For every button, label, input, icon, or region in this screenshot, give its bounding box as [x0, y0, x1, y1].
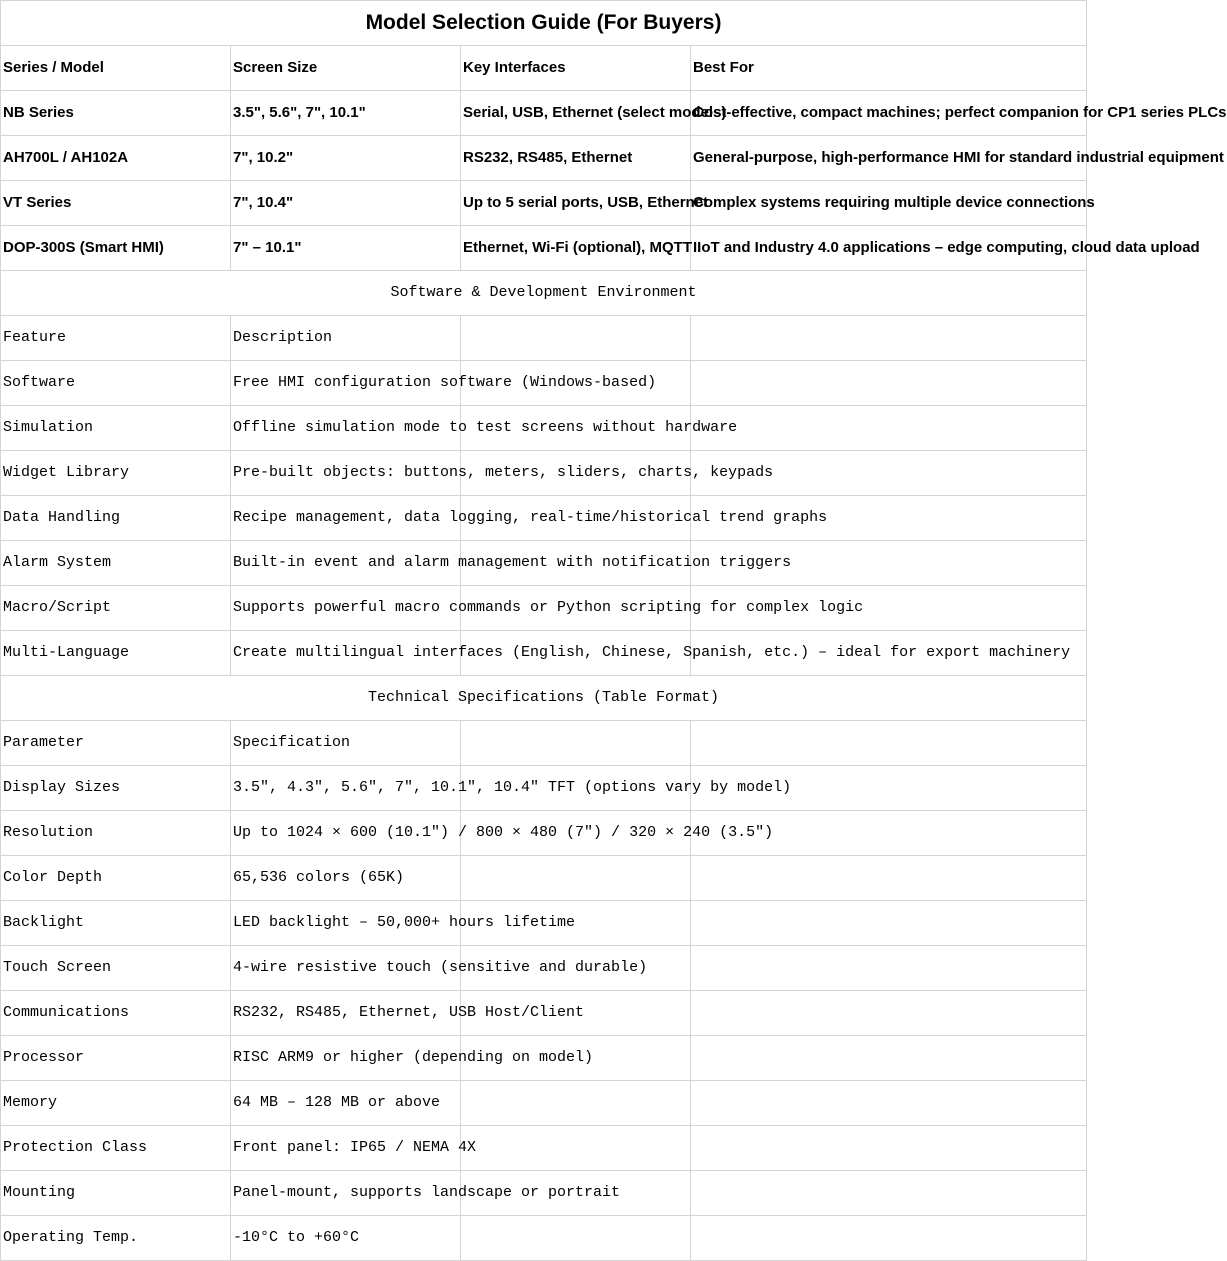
software-label-cell[interactable]: Simulation [1, 406, 231, 451]
software-value-cell[interactable]: Pre-built objects: buttons, meters, sliders, charts, keypads [231, 451, 461, 496]
page-title[interactable]: Model Selection Guide (For Buyers) [1, 1, 1087, 46]
empty-cell[interactable] [691, 1171, 1087, 1216]
models-row [1, 91, 1087, 136]
interfaces-cell[interactable]: RS232, RS485, Ethernet [461, 136, 691, 181]
interfaces-cell[interactable]: Ethernet, Wi-Fi (optional), MQTT [461, 226, 691, 271]
software-row [1, 496, 1087, 541]
specs-label-cell[interactable]: Operating Temp. [1, 1216, 231, 1261]
best-for-cell[interactable]: General-purpose, high-performance HMI for standard industrial equipment [691, 136, 1087, 181]
software-value-cell[interactable]: Free HMI configuration software (Windows-based) [231, 361, 461, 406]
specs-label-cell[interactable]: Processor [1, 1036, 231, 1081]
specs-row [1, 1081, 1087, 1126]
specs-row [1, 811, 1087, 856]
screen-size-cell[interactable]: 7" – 10.1" [231, 226, 461, 271]
interfaces-cell[interactable]: Up to 5 serial ports, USB, Ethernet [461, 181, 691, 226]
software-header-cell[interactable]: Description [231, 316, 461, 361]
models-row [1, 226, 1087, 271]
models-header-row [1, 46, 1087, 91]
specs-header-row [1, 721, 1087, 766]
screen-size-cell[interactable]: 3.5", 5.6", 7", 10.1" [231, 91, 461, 136]
software-label-cell[interactable]: Macro/Script [1, 586, 231, 631]
specs-value-cell[interactable]: LED backlight – 50,000+ hours lifetime [231, 901, 461, 946]
software-header-cell[interactable]: Feature [1, 316, 231, 361]
empty-cell[interactable] [461, 316, 691, 361]
models-header-cell[interactable]: Screen Size [231, 46, 461, 91]
empty-cell[interactable] [461, 1081, 691, 1126]
specs-row [1, 856, 1087, 901]
specs-value-cell[interactable]: RISC ARM9 or higher (depending on model) [231, 1036, 461, 1081]
models-header-cell[interactable]: Best For [691, 46, 1087, 91]
models-header-cell[interactable]: Series / Model [1, 46, 231, 91]
empty-cell[interactable] [461, 1126, 691, 1171]
specs-label-cell[interactable]: Communications [1, 991, 231, 1036]
specs-label-cell[interactable]: Color Depth [1, 856, 231, 901]
empty-cell[interactable] [461, 1216, 691, 1261]
software-row [1, 361, 1087, 406]
title-row [1, 1, 1087, 46]
software-value-cell[interactable]: Recipe management, data logging, real-time/historical trend graphs [231, 496, 461, 541]
screen-size-cell[interactable]: 7", 10.4" [231, 181, 461, 226]
model-name-cell[interactable]: NB Series [1, 91, 231, 136]
model-name-cell[interactable]: DOP-300S (Smart HMI) [1, 226, 231, 271]
specs-section-title[interactable]: Technical Specifications (Table Format) [1, 676, 1087, 721]
empty-cell[interactable] [691, 856, 1087, 901]
specs-value-cell[interactable]: -10°C to +60°C [231, 1216, 461, 1261]
software-label-cell[interactable]: Software [1, 361, 231, 406]
specs-section-row [1, 676, 1087, 721]
empty-cell[interactable] [691, 1216, 1087, 1261]
specs-value-cell[interactable]: Panel-mount, supports landscape or portrait [231, 1171, 461, 1216]
specs-label-cell[interactable]: Protection Class [1, 1126, 231, 1171]
specs-label-cell[interactable]: Backlight [1, 901, 231, 946]
specs-row [1, 901, 1087, 946]
specs-header-cell[interactable]: Specification [231, 721, 461, 766]
software-label-cell[interactable]: Data Handling [1, 496, 231, 541]
empty-cell[interactable] [691, 946, 1087, 991]
specs-label-cell[interactable]: Memory [1, 1081, 231, 1126]
specs-value-cell[interactable]: Front panel: IP65 / NEMA 4X [231, 1126, 461, 1171]
empty-cell[interactable] [691, 721, 1087, 766]
software-section-title[interactable]: Software & Development Environment [1, 271, 1087, 316]
empty-cell[interactable] [691, 901, 1087, 946]
software-value-cell[interactable]: Supports powerful macro commands or Python scripting for complex logic [231, 586, 461, 631]
model-name-cell[interactable]: VT Series [1, 181, 231, 226]
empty-cell[interactable] [461, 856, 691, 901]
specs-value-cell[interactable]: RS232, RS485, Ethernet, USB Host/Client [231, 991, 461, 1036]
empty-cell[interactable] [691, 1126, 1087, 1171]
specs-row [1, 1171, 1087, 1216]
empty-cell[interactable] [691, 316, 1087, 361]
specs-row [1, 1216, 1087, 1261]
software-row [1, 631, 1087, 676]
software-label-cell[interactable]: Widget Library [1, 451, 231, 496]
specs-value-cell[interactable]: 64 MB – 128 MB or above [231, 1081, 461, 1126]
best-for-cell[interactable]: Complex systems requiring multiple device connections [691, 181, 1087, 226]
software-value-cell[interactable]: Create multilingual interfaces (English, Chinese, Spanish, etc.) – ideal for export machinery [231, 631, 461, 676]
models-row [1, 136, 1087, 181]
interfaces-cell[interactable]: Serial, USB, Ethernet (select models) [461, 91, 691, 136]
software-value-cell[interactable]: Built-in event and alarm management with notification triggers [231, 541, 461, 586]
software-label-cell[interactable]: Alarm System [1, 541, 231, 586]
software-value-cell[interactable]: Offline simulation mode to test screens without hardware [231, 406, 461, 451]
best-for-cell[interactable]: IIoT and Industry 4.0 applications – edge computing, cloud data upload [691, 226, 1087, 271]
specs-value-cell[interactable]: 65,536 colors (65K) [231, 856, 461, 901]
software-row [1, 586, 1087, 631]
software-label-cell[interactable]: Multi-Language [1, 631, 231, 676]
specs-row [1, 991, 1087, 1036]
empty-cell[interactable] [691, 1081, 1087, 1126]
software-row [1, 451, 1087, 496]
specs-label-cell[interactable]: Mounting [1, 1171, 231, 1216]
models-header-cell[interactable]: Key Interfaces [461, 46, 691, 91]
empty-cell[interactable] [691, 361, 1087, 406]
specs-value-cell[interactable]: 4-wire resistive touch (sensitive and durable) [231, 946, 461, 991]
specs-row [1, 766, 1087, 811]
specs-header-cell[interactable]: Parameter [1, 721, 231, 766]
model-name-cell[interactable]: AH700L / AH102A [1, 136, 231, 181]
specs-label-cell[interactable]: Resolution [1, 811, 231, 856]
software-section-row [1, 271, 1087, 316]
models-row [1, 181, 1087, 226]
specs-row [1, 1036, 1087, 1081]
software-row [1, 406, 1087, 451]
specs-row [1, 1126, 1087, 1171]
specs-label-cell[interactable]: Touch Screen [1, 946, 231, 991]
empty-cell[interactable] [691, 406, 1087, 451]
specs-row [1, 946, 1087, 991]
software-header-row [1, 316, 1087, 361]
empty-cell[interactable] [691, 1036, 1087, 1081]
specs-value-cell[interactable]: Up to 1024 × 600 (10.1″) / 800 × 480 (7″) / 320 × 240 (3.5″) [231, 811, 461, 856]
screen-size-cell[interactable]: 7", 10.2" [231, 136, 461, 181]
specs-label-cell[interactable]: Display Sizes [1, 766, 231, 811]
best-for-cell[interactable]: Cost-effective, compact machines; perfect companion for CP1 series PLCs [691, 91, 1087, 136]
empty-cell[interactable] [691, 991, 1087, 1036]
empty-cell[interactable] [461, 721, 691, 766]
specs-value-cell[interactable]: 3.5″, 4.3″, 5.6″, 7″, 10.1″, 10.4″ TFT (options vary by model) [231, 766, 461, 811]
software-row [1, 541, 1087, 586]
